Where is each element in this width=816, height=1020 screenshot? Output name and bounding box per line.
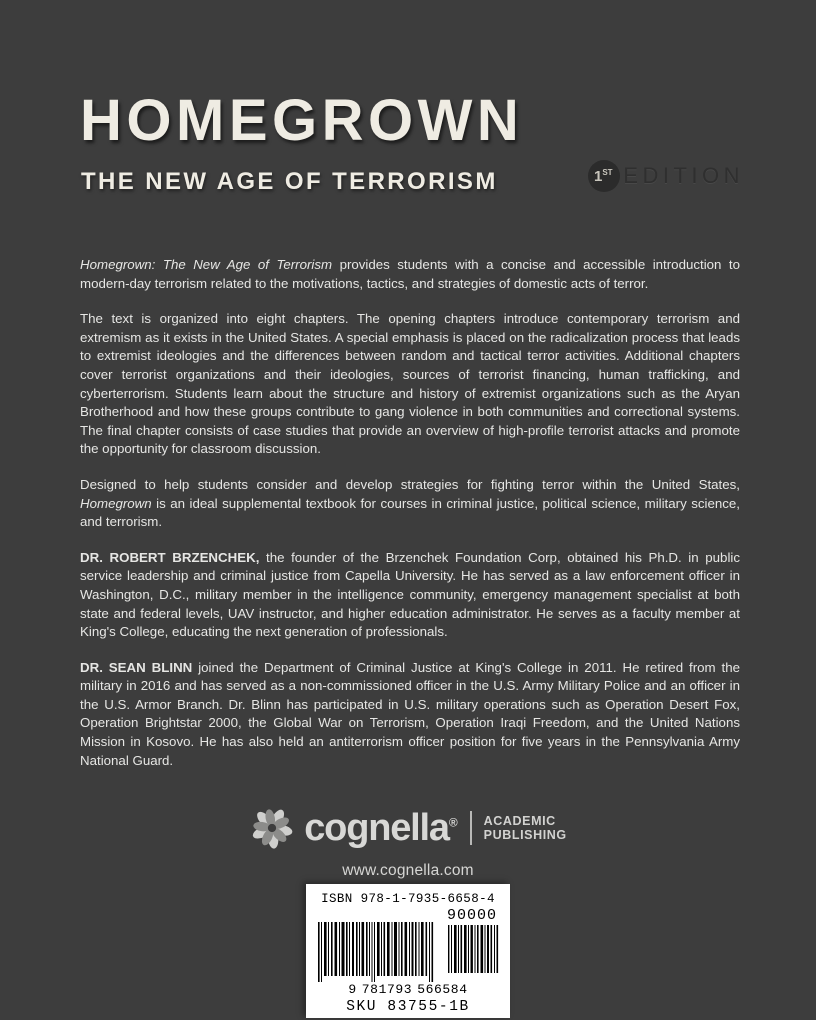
page-title: HOMEGROWN [80,88,524,153]
edition-suffix: ST [602,167,613,177]
description-paragraph-3 [80,476,740,532]
description-paragraph-2: The text is organized into eight chapters. The opening chapters introduce contemporary terrorism and extremism as it exists in the United States. A special emphasis is placed on the radicalization process that leads to extremist ideologies and the differences between random and tactical terror activities. Additional chapters cover terrorist organizations and their ideologies, sources of terrorist financing, human trafficking, and cyberterrorism. Students learn about the structure and history of extremist organizations such as the Aryan Brotherhood and how these groups contribute to gang violence in both communities and correctional systems. The final chapter consists of case studies that provide an overview of high-profile terrorist attacks and promote the opportunity for classroom discussion. [80,311,740,457]
logo-divider [470,811,472,845]
edition-badge [588,160,744,192]
author-name-2: DR. SEAN BLINN [80,659,193,675]
barcode-digit-lead: 9 [348,982,357,997]
back-cover-copy [80,256,740,770]
edition-circle-icon [588,160,620,192]
publisher-block [0,805,816,880]
author-bio-text-2: joined the Department of Criminal Justice at King's College in 2011. He retired from the military in 2016 and has served as a non-commissioned officer in the U.S. Army Military Police and an officer in the U.S. Armor Branch. Dr. Blinn has participated in U.S. military operations such as Operation Desert Fox, Operation Brightstar 2000, the Global War on Terrorism, Operation Iraqi Freedom, and the United Nations Mission in Kosovo. He has also held an antiterrorism officer position for five years in the Pennsylvania Army National Guard. [80,659,740,768]
edition-label: EDITION [623,163,744,188]
barcode-digits [306,982,510,997]
pinwheel-icon [249,805,295,851]
book-title-italic-2: Homegrown [80,495,152,511]
edition-number: 1 [593,167,603,185]
imprint-line-2: PUBLISHING [483,828,567,842]
author-name-1: DR. ROBERT BRZENCHEK, [80,549,260,565]
barcode-addon-bars [447,925,499,973]
barcode-panel [306,884,510,1018]
description-paragraph-3-a: Designed to help students consider and develop strategies for fighting terror within the United States, [80,476,740,492]
brand-name-text: cognella [304,807,449,849]
author-bio-1 [80,549,740,642]
imprint-label [484,814,567,842]
publisher-website: www.cognella.com [342,862,474,879]
registered-mark: ® [448,815,458,830]
barcode-main-bars [317,922,435,982]
brand-name [304,809,457,847]
barcode-isbn-label: ISBN 978-1-7935-6658-4 [321,892,495,906]
cognella-logo [249,805,567,851]
barcode-digit-group-1: 781793 [361,982,413,997]
book-title-italic: Homegrown: The New Age of Terrorism [80,257,333,272]
description-paragraph-1 [80,256,740,293]
edition-ordinal [594,169,613,184]
barcode-sku: SKU 83755-1B [346,999,470,1015]
author-bio-2 [80,659,740,771]
barcode-price-code: 90000 [446,907,497,924]
imprint-line-1: ACADEMIC [483,814,556,828]
barcode-digit-group-2: 566584 [417,982,468,997]
description-paragraph-3-b: is an ideal supplemental textbook for courses in criminal justice, political science, military science, and terrorism. [80,495,740,530]
description-paragraph-1-rest: provides students with a concise and accessible introduction to modern-day terrorism related to the motivations, tactics, and strategies of domestic acts of terror. [80,257,740,291]
book-subtitle: THE NEW AGE OF TERRORISM [81,168,498,195]
barcode-bars [306,922,510,982]
author-bio-text-1: the founder of the Brzenchek Foundation Corp, obtained his Ph.D. in public service leadership and criminal justice from Capella University. He has served as a law enforcement officer in Washington, D.C., military member in the intelligence community, emergency management specialist at both state and federal levels, UAV instructor, and higher education administrator. He serves as a faculty member at King's College, educating the next generation of professionals. [80,549,740,640]
